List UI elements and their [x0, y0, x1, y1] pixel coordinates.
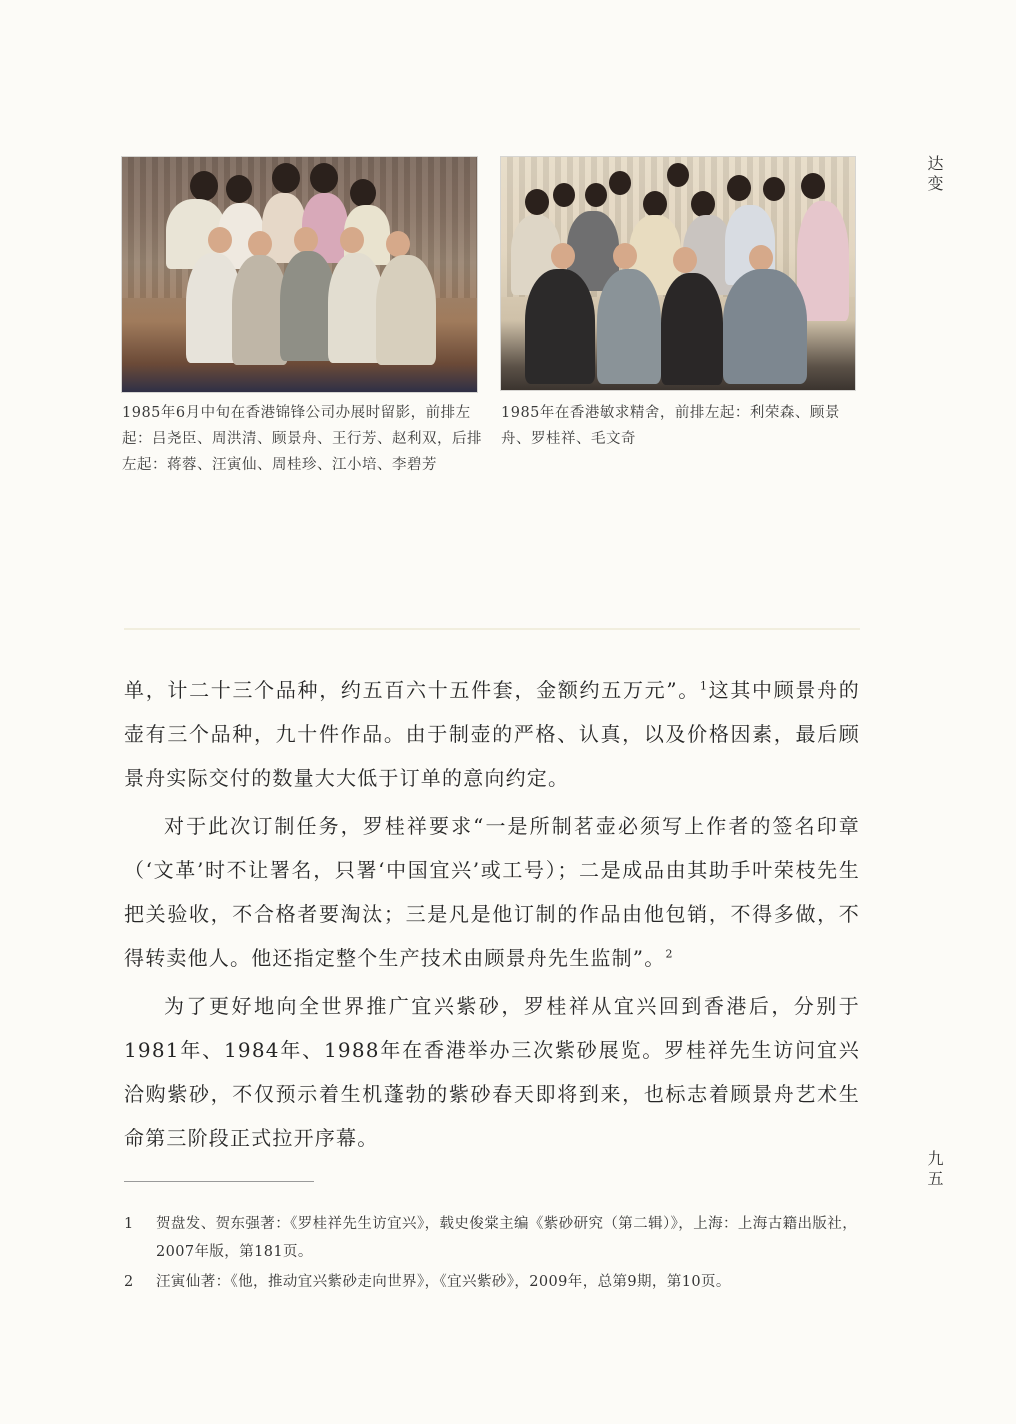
page-number: 九五	[925, 1150, 944, 1190]
footnote-text: 贺盘发、贺东强著：《罗桂祥先生访宜兴》，载史俊棠主编《紫砂研究（第二辑）》，上海：上海古籍出版社，2007年版，第181页。	[156, 1216, 858, 1260]
footnote-number: 2	[124, 1274, 134, 1290]
footnote-text: 汪寅仙著：《他，推动宜兴紫砂走向世界》，《宜兴紫砂》，2009年，总第9期，第10页。	[156, 1274, 731, 1290]
footnote-ref-1[interactable]: 1	[699, 679, 709, 693]
group-photo-right	[501, 157, 855, 390]
group-photo-left	[122, 157, 477, 392]
paragraph-3: 为了更好地向全世界推广宜兴紫砂，罗桂祥从宜兴回到香港后，分别于1981年、1984年、1988年在香港举办三次紫砂展览。罗桂祥先生访问宜兴洽购紫砂，不仅预示着生机蓬勃的紫砂春天即将到来，也标志着顾景舟艺术生命第三阶段正式拉开序幕。	[124, 994, 860, 1150]
photo-caption-left: 1985年6月中旬在香港锦锋公司办展时留影，前排左起：吕尧臣、周洪清、顾景舟、王行芳、赵利双，后排左起：蒋蓉、汪寅仙、周桂珍、江小培、李碧芳	[122, 405, 482, 473]
divider	[124, 628, 860, 630]
footnote-item	[124, 1210, 864, 1266]
paragraph-2: 对于此次订制任务，罗桂祥要求“一是所制茗壶必须写上作者的签名印章（‘文革’时不让署名，只署‘中国宜兴’或工号）；二是成品由其助手叶荣枝先生把关验收，不合格者要淘汰；三是凡是他订制的作品由他包销，不得多做，不得转卖他人。他还指定整个生产技术由顾景舟先生监制”。$^2$	[124, 814, 860, 970]
footnote-item	[124, 1268, 864, 1296]
footnote-divider	[124, 1181, 314, 1182]
footnote-number: 1	[124, 1216, 134, 1232]
chapter-side-title: 达变	[925, 155, 944, 195]
photo-caption-right: 1985年在香港敏求精舍，前排左起：利荣森、顾景舟、罗桂祥、毛文奇	[501, 405, 840, 447]
footnote-ref-2[interactable]: 2	[665, 947, 674, 961]
body-text	[124, 668, 860, 1164]
paragraph-1: 单，计二十三个品种，约五百六十五件套，金额约五万元”。$^1$这其中顾景舟的壶有三个品种，九十件作品。由于制壶的严格、认真，以及价格因素，最后顾景舟实际交付的数量大大低于订单的意向约定。	[124, 678, 861, 790]
footnotes	[124, 1210, 864, 1298]
